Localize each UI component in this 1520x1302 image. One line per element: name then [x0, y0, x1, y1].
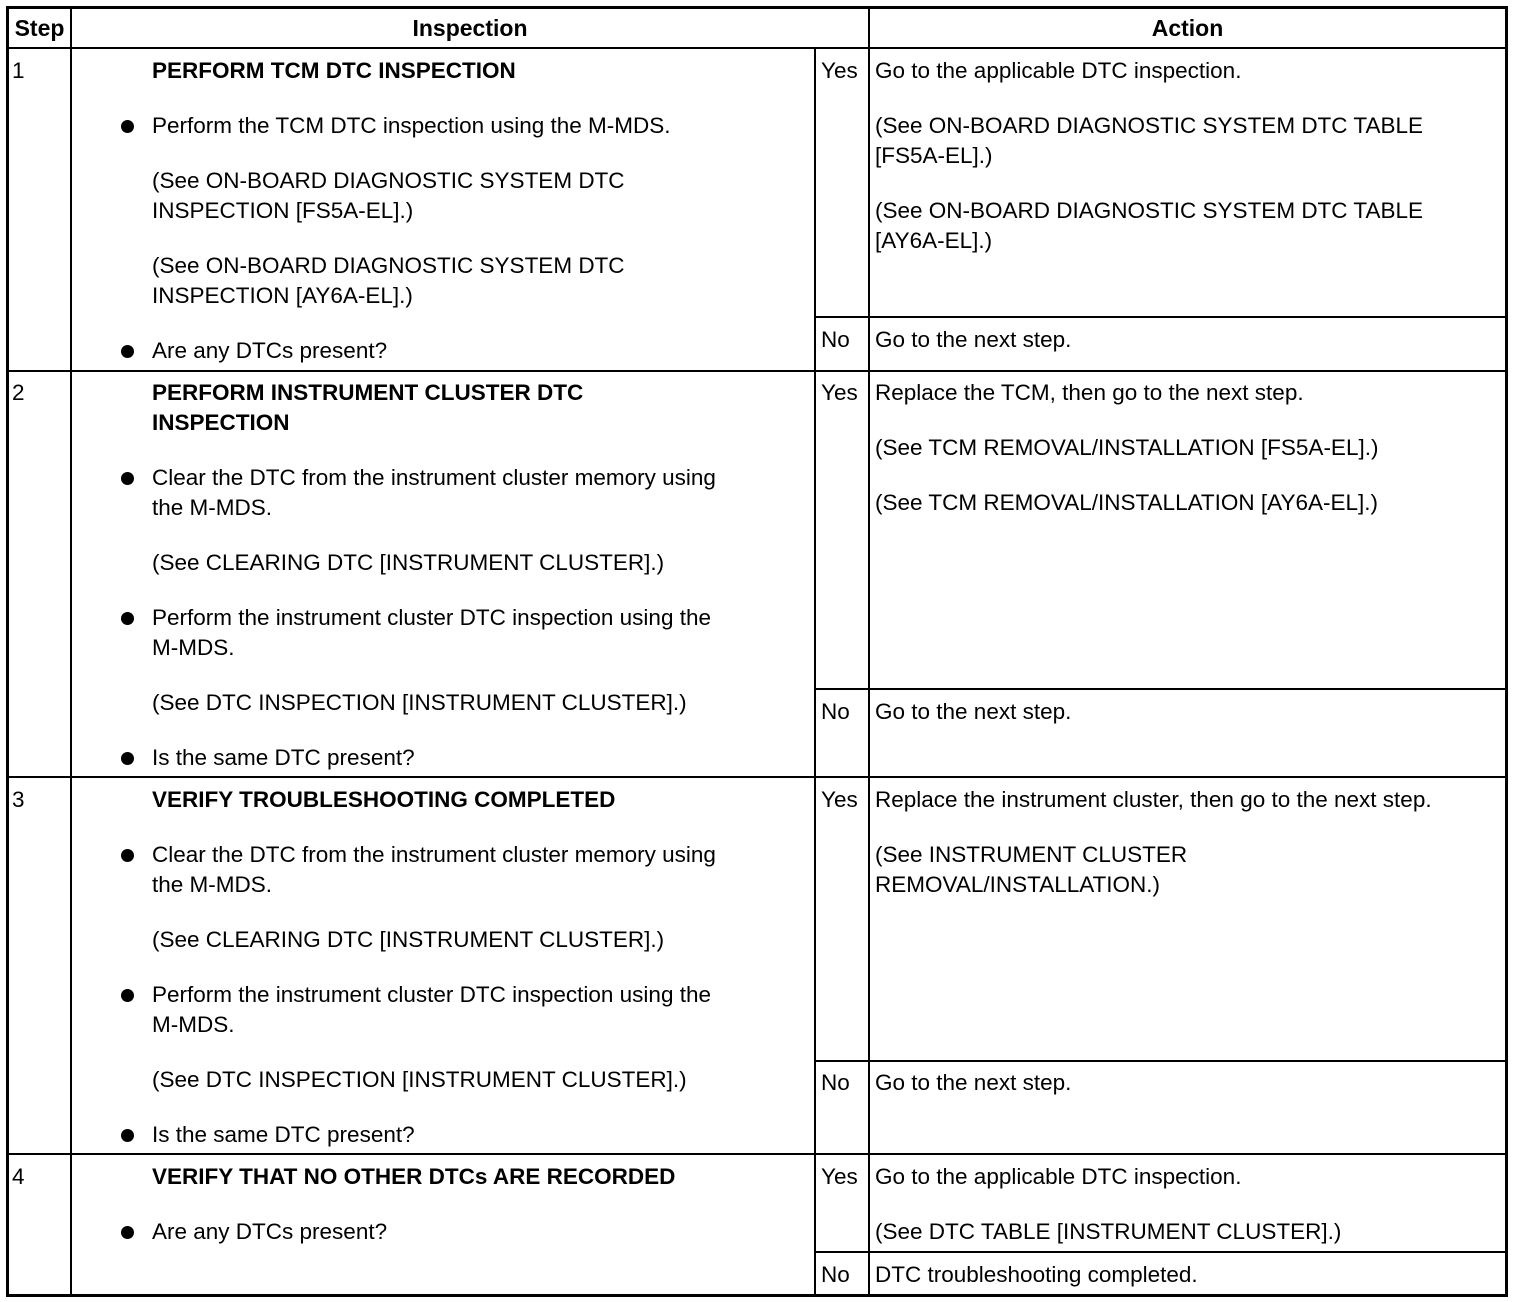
action-line: [AY6A-EL].): [875, 228, 993, 253]
bullet-icon: [121, 989, 134, 1002]
table-border-right: [1505, 6, 1508, 1297]
inspection-line: (See ON-BOARD DIAGNOSTIC SYSTEM DTC: [152, 253, 625, 278]
row-divider-1: [6, 370, 1508, 372]
bullet-icon: [121, 752, 134, 765]
inspection-line: INSPECTION [FS5A-EL].): [152, 198, 414, 223]
no-label: No: [821, 1070, 850, 1095]
row-divider-3: [6, 1153, 1508, 1155]
inspection-line: (See CLEARING DTC [INSTRUMENT CLUSTER].): [152, 550, 665, 575]
table-border-left: [6, 6, 9, 1297]
yes-label: Yes: [821, 787, 858, 812]
inspection-line: M-MDS.: [152, 1012, 235, 1037]
action-line: Go to the applicable DTC inspection.: [875, 58, 1242, 83]
bullet-icon: [121, 472, 134, 485]
yes-no-divider-3: [814, 1060, 1508, 1062]
step-number: 2: [12, 380, 25, 405]
header-step: Step: [14, 15, 65, 41]
table-border-bottom: [6, 1294, 1508, 1297]
yes-label: Yes: [821, 58, 858, 83]
step-title: PERFORM INSTRUMENT CLUSTER DTC: [152, 380, 584, 405]
bullet-icon: [121, 849, 134, 862]
bullet-icon: [121, 120, 134, 133]
step-title: VERIFY TROUBLESHOOTING COMPLETED: [152, 787, 616, 812]
yes-no-divider-2: [814, 688, 1508, 690]
bullet-icon: [121, 1226, 134, 1239]
inspection-line: (See DTC INSPECTION [INSTRUMENT CLUSTER].): [152, 690, 687, 715]
action-line: (See DTC TABLE [INSTRUMENT CLUSTER].): [875, 1219, 1342, 1244]
inspection-line: Perform the instrument cluster DTC inspection using the: [152, 605, 711, 630]
action-line: Go to the next step.: [875, 1070, 1072, 1095]
action-line: Go to the next step.: [875, 327, 1072, 352]
inspection-line: INSPECTION [AY6A-EL].): [152, 283, 413, 308]
header-row-divider: [6, 47, 1508, 49]
step-number: 3: [12, 787, 25, 812]
inspection-line: the M-MDS.: [152, 495, 273, 520]
action-line: REMOVAL/INSTALLATION.): [875, 872, 1161, 897]
action-line: Go to the applicable DTC inspection.: [875, 1164, 1242, 1189]
action-line: (See TCM REMOVAL/INSTALLATION [FS5A-EL].): [875, 435, 1379, 460]
inspection-line: Is the same DTC present?: [152, 745, 415, 770]
inspection-line: Clear the DTC from the instrument cluster memory using: [152, 465, 716, 490]
no-label: No: [821, 327, 850, 352]
yes-label: Yes: [821, 1164, 858, 1189]
inspection-line: the M-MDS.: [152, 872, 273, 897]
step-title: INSPECTION: [152, 410, 290, 435]
no-label: No: [821, 699, 850, 724]
column-divider-action: [868, 6, 870, 1297]
action-line: (See INSTRUMENT CLUSTER: [875, 842, 1188, 867]
inspection-line: M-MDS.: [152, 635, 235, 660]
inspection-line: Are any DTCs present?: [152, 1219, 388, 1244]
column-divider-step: [70, 6, 72, 1297]
action-line: (See ON-BOARD DIAGNOSTIC SYSTEM DTC TABLE: [875, 198, 1424, 223]
action-line: DTC troubleshooting completed.: [875, 1262, 1198, 1287]
table-border-top: [6, 6, 1508, 9]
inspection-line: (See CLEARING DTC [INSTRUMENT CLUSTER].): [152, 927, 665, 952]
header-inspection: Inspection: [412, 15, 528, 41]
yes-no-divider-1: [814, 316, 1508, 318]
inspection-line: Perform the instrument cluster DTC inspection using the: [152, 982, 711, 1007]
action-line: (See TCM REMOVAL/INSTALLATION [AY6A-EL].): [875, 490, 1379, 515]
header-action: Action: [1151, 15, 1224, 41]
yes-label: Yes: [821, 380, 858, 405]
inspection-line: Clear the DTC from the instrument cluster memory using: [152, 842, 716, 867]
step-title: VERIFY THAT NO OTHER DTCs ARE RECORDED: [152, 1164, 676, 1189]
action-line: Go to the next step.: [875, 699, 1072, 724]
action-line: [FS5A-EL].): [875, 143, 993, 168]
action-line: Replace the instrument cluster, then go to the next step.: [875, 787, 1432, 812]
inspection-line: Are any DTCs present?: [152, 338, 388, 363]
bullet-icon: [121, 345, 134, 358]
inspection-line: (See ON-BOARD DIAGNOSTIC SYSTEM DTC: [152, 168, 625, 193]
row-divider-2: [6, 776, 1508, 778]
action-line: (See ON-BOARD DIAGNOSTIC SYSTEM DTC TABLE: [875, 113, 1424, 138]
action-line: Replace the TCM, then go to the next step.: [875, 380, 1304, 405]
no-label: No: [821, 1262, 850, 1287]
bullet-icon: [121, 1129, 134, 1142]
step-number: 1: [12, 58, 25, 83]
inspection-line: Perform the TCM DTC inspection using the M-MDS.: [152, 113, 671, 138]
bullet-icon: [121, 612, 134, 625]
yes-no-divider-4: [814, 1251, 1508, 1253]
step-number: 4: [12, 1164, 25, 1189]
inspection-line: (See DTC INSPECTION [INSTRUMENT CLUSTER].): [152, 1067, 687, 1092]
inspection-line: Is the same DTC present?: [152, 1122, 415, 1147]
step-title: PERFORM TCM DTC INSPECTION: [152, 58, 516, 83]
column-divider-result: [814, 48, 816, 1297]
